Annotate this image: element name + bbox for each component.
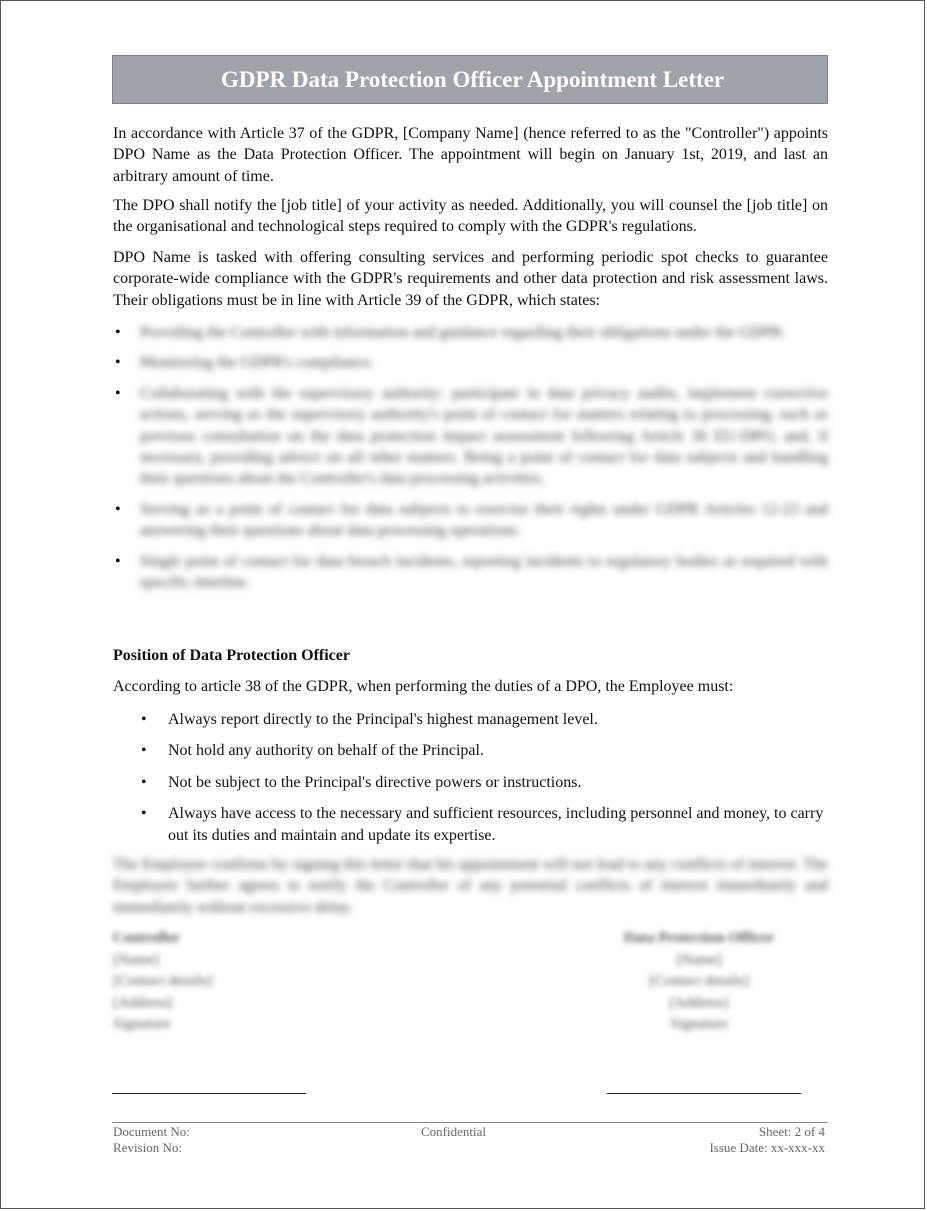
list-item-text: Monitoring the GDPR's compliance. [140,354,374,372]
controller-address: [Address] [113,994,173,1011]
bullet: • [141,711,147,728]
list-item [141,709,828,730]
dpo-heading: Data Protection Officer [623,930,775,946]
controller-signature: Signature [113,1016,171,1032]
list-item-text: Always report directly to the Principal's highest management level. [168,711,598,728]
list-item [141,772,828,793]
footer-confidential: Confidential [421,1124,486,1139]
sheet-number: Sheet: 2 of 4 [758,1124,825,1139]
document-number: Document No: [113,1124,190,1139]
bullet: • [141,773,147,791]
footer-left [113,1124,190,1156]
list-item [141,740,828,761]
list-item [113,383,828,490]
list-item-text: Single point of contact for data breach incidents, reporting incidents to regulatory bodies as required with specific timeline. [140,552,828,592]
footer-right [709,1124,825,1156]
controller-signature-line [112,1093,306,1094]
dpo-address: [Address] [669,994,729,1011]
bullet: • [115,324,121,341]
bullet: • [115,354,121,372]
list-item-text: Not be subject to the Principal's directive powers or instructions. [168,773,582,791]
section-heading: Position of Data Protection Officer [113,647,350,664]
list-item-text: Collaborating with the supervisory authority: participate in data privacy audits, implement corrective actions, serving as the supervisory authority's point of contact for matters relating to processing, such as previous consultation on the data protection impact assessment following Article 36 EU-DPO, and, if necessary, providing advice on all other matters. Being a point of contact for data subjects and handling their questions about the Controller's data processing activities. [140,384,828,488]
list-item-text: Always have access to the necessary and sufficient resources, including personnel and money, to carry out its duties and maintain and update its expertise. [168,805,824,844]
section-intro: According to article 38 of the GDPR, when performing the duties of a DPO, the Employee must: [113,678,734,695]
controller-name: [Name] [113,951,159,968]
footer-divider [112,1122,828,1123]
bullet: • [141,742,147,760]
dpo-contact: [Contact details] [649,973,749,989]
bullet: • [141,805,147,823]
revision-number: Revision No: [113,1140,182,1155]
conflict-paragraph [113,854,828,918]
paragraph-tasks: DPO Name is tasked with offering consulting services and performing periodic spot checks to guarantee corporate-wide compliance with the GDPR's requirements and other data protection and risk assessment laws. Their obligations must be in line with Article 39 of the GDPR, which states: [113,249,828,309]
list-item [141,803,828,846]
controller-contact: [Contact details] [113,973,213,989]
document-title: GDPR Data Protection Officer Appointment Letter [112,55,828,104]
list-item [113,322,828,343]
bullet: • [115,384,121,402]
issue-date: Issue Date: xx-xxx-xx [709,1140,825,1155]
dpo-name: [Name] [676,951,722,968]
bullet: • [115,500,121,518]
dpo-signature-line [607,1093,801,1094]
controller-heading: Controller [113,930,181,946]
list-item-text: Providing the Controller with information and guidance regarding their obligations under the GDPR. [140,324,786,341]
bullet: • [115,552,121,570]
paragraph-appointment: In accordance with Article 37 of the GDPR, [Company Name] (hence referred to as the "Controller") appoints DPO Name as the Data Protection Officer. The appointment will begin on January 1st, 2019, and last an arbitrary amount of time. [113,125,828,185]
paragraph-notify: The DPO shall notify the [job title] of your activity as needed. Additionally, you will counsel the [job title] on the organisational and technological steps required to comply with the GDPR's regulations. [113,197,828,236]
list-item [113,352,828,373]
list-item [113,499,828,542]
list-item-text: Serving as a point of contact for data subjects to exercise their rights under GDPR Articles 12-23 and answering their questions about data processing operations. [140,500,828,540]
obligations-list [113,322,828,602]
dpo-signature: Signature [670,1016,728,1032]
list-item [113,551,828,594]
conflict-paragraph-text: The Employee confirms by signing this letter that his appointment will not lead to any conflicts of interest. The Employee further agrees to notify the Controller of any potential conflicts of interest immediately and immediately without excessive delay. [113,856,828,916]
duties-list [141,709,828,856]
list-item-text: Not hold any authority on behalf of the Principal. [168,742,484,760]
dpo-signature-block [609,928,789,1036]
controller-signature-block [113,928,213,1036]
